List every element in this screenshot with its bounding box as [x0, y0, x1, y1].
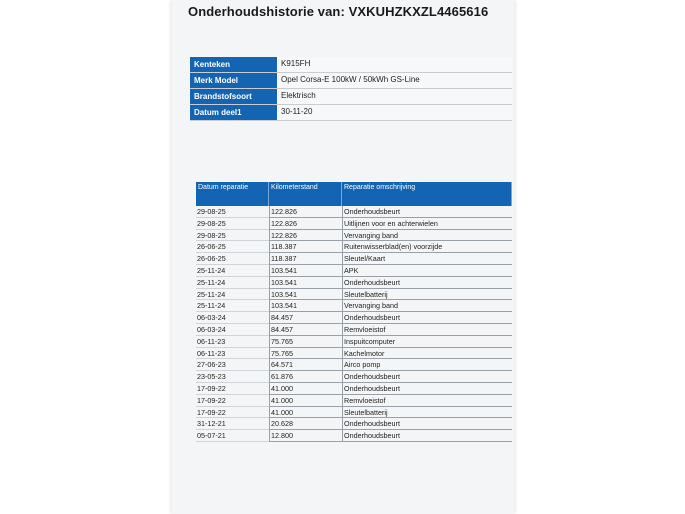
cell-omschrijving: Airco pomp: [342, 359, 512, 371]
cell-date: 29-08-25: [196, 230, 269, 242]
info-label: Brandstofsoort: [190, 89, 278, 104]
table-body: [196, 206, 512, 442]
info-label: Merk Model: [190, 73, 278, 88]
info-row-merk-model: [190, 73, 512, 89]
info-value: 30-11-20: [278, 105, 512, 120]
cell-kilometerstand: 122.826: [269, 230, 342, 242]
cell-kilometerstand: 103.541: [269, 300, 342, 312]
cell-omschrijving: Uitlijnen voor en achterwielen: [342, 218, 512, 230]
table-row: [196, 277, 512, 289]
cell-date: 25-11-24: [196, 300, 269, 312]
cell-kilometerstand: 20.628: [269, 418, 342, 430]
cell-date: 23-05-23: [196, 371, 269, 383]
cell-date: 17-09-22: [196, 383, 269, 395]
cell-date: 31-12-21: [196, 418, 269, 430]
cell-kilometerstand: 84.457: [269, 312, 342, 324]
table-row: [196, 312, 512, 324]
cell-omschrijving: Remvloeistof: [342, 324, 512, 336]
cell-kilometerstand: 122.826: [269, 218, 342, 230]
table-row: [196, 230, 512, 242]
cell-omschrijving: Remvloeistof: [342, 395, 512, 407]
table-row: [196, 407, 512, 419]
cell-omschrijving: Sleutelbatterij: [342, 407, 512, 419]
cell-kilometerstand: 84.457: [269, 324, 342, 336]
cell-kilometerstand: 41.000: [269, 407, 342, 419]
table-row: [196, 241, 512, 253]
vehicle-info-table: [190, 57, 512, 121]
cell-omschrijving: Vervanging band: [342, 300, 512, 312]
table-row: [196, 336, 512, 348]
info-row-kenteken: [190, 57, 512, 73]
cell-omschrijving: Onderhoudsbeurt: [342, 312, 512, 324]
cell-date: 29-08-25: [196, 218, 269, 230]
page-title: Onderhoudshistorie van: VXKUHZKXZL4465616: [188, 4, 489, 19]
cell-kilometerstand: 75.765: [269, 336, 342, 348]
cell-omschrijving: Vervanging band: [342, 230, 512, 242]
table-row: [196, 253, 512, 265]
table-row: [196, 348, 512, 360]
table-header: [196, 182, 512, 206]
cell-date: 29-08-25: [196, 206, 269, 218]
cell-kilometerstand: 61.876: [269, 371, 342, 383]
info-row-datum-deel1: [190, 105, 512, 121]
cell-kilometerstand: 122.826: [269, 206, 342, 218]
repair-history-table: [196, 182, 512, 442]
cell-date: 26-06-25: [196, 253, 269, 265]
cell-omschrijving: Onderhoudsbeurt: [342, 430, 512, 442]
cell-omschrijving: Inspuitcomputer: [342, 336, 512, 348]
info-row-brandstofsoort: [190, 89, 512, 105]
cell-date: 26-06-25: [196, 241, 269, 253]
cell-date: 06-03-24: [196, 312, 269, 324]
cell-kilometerstand: 41.000: [269, 395, 342, 407]
cell-kilometerstand: 103.541: [269, 277, 342, 289]
table-row: [196, 383, 512, 395]
cell-omschrijving: Onderhoudsbeurt: [342, 371, 512, 383]
table-row: [196, 324, 512, 336]
table-row: [196, 418, 512, 430]
info-value: Opel Corsa-E 100kW / 50kWh GS-Line: [278, 73, 512, 88]
table-row: [196, 395, 512, 407]
cell-date: 27-06-23: [196, 359, 269, 371]
cell-omschrijving: Onderhoudsbeurt: [342, 277, 512, 289]
table-row: [196, 289, 512, 301]
column-header-omschrijving: Reparatie omschrijving: [342, 182, 512, 206]
cell-omschrijving: Sleutel/Kaart: [342, 253, 512, 265]
cell-date: 05-07-21: [196, 430, 269, 442]
cell-omschrijving: Onderhoudsbeurt: [342, 418, 512, 430]
cell-kilometerstand: 118.387: [269, 241, 342, 253]
cell-kilometerstand: 12.800: [269, 430, 342, 442]
info-label: Datum deel1: [190, 105, 278, 120]
cell-kilometerstand: 103.541: [269, 265, 342, 277]
table-row: [196, 359, 512, 371]
cell-date: 25-11-24: [196, 265, 269, 277]
cell-omschrijving: Ruitenwisserblad(en) voorzijde: [342, 241, 512, 253]
cell-date: 06-11-23: [196, 336, 269, 348]
info-label: Kenteken: [190, 57, 278, 72]
table-row: [196, 218, 512, 230]
cell-date: 06-11-23: [196, 348, 269, 360]
table-row: [196, 430, 512, 442]
table-row: [196, 300, 512, 312]
cell-kilometerstand: 118.387: [269, 253, 342, 265]
column-header-kilometerstand: Kilometerstand: [269, 182, 342, 206]
cell-kilometerstand: 75.765: [269, 348, 342, 360]
cell-date: 25-11-24: [196, 289, 269, 301]
cell-omschrijving: Onderhoudsbeurt: [342, 206, 512, 218]
cell-kilometerstand: 64.571: [269, 359, 342, 371]
cell-kilometerstand: 41.000: [269, 383, 342, 395]
table-row: [196, 371, 512, 383]
cell-date: 17-09-22: [196, 407, 269, 419]
cell-date: 17-09-22: [196, 395, 269, 407]
cell-omschrijving: Kachelmotor: [342, 348, 512, 360]
cell-omschrijving: Onderhoudsbeurt: [342, 383, 512, 395]
table-row: [196, 206, 512, 218]
info-value: K915FH: [278, 57, 512, 72]
column-header-datum: Datum reparatie: [196, 182, 269, 206]
cell-omschrijving: Sleutelbatterij: [342, 289, 512, 301]
cell-date: 25-11-24: [196, 277, 269, 289]
cell-kilometerstand: 103.541: [269, 289, 342, 301]
info-value: Elektrisch: [278, 89, 512, 104]
cell-omschrijving: APK: [342, 265, 512, 277]
table-row: [196, 265, 512, 277]
cell-date: 06-03-24: [196, 324, 269, 336]
